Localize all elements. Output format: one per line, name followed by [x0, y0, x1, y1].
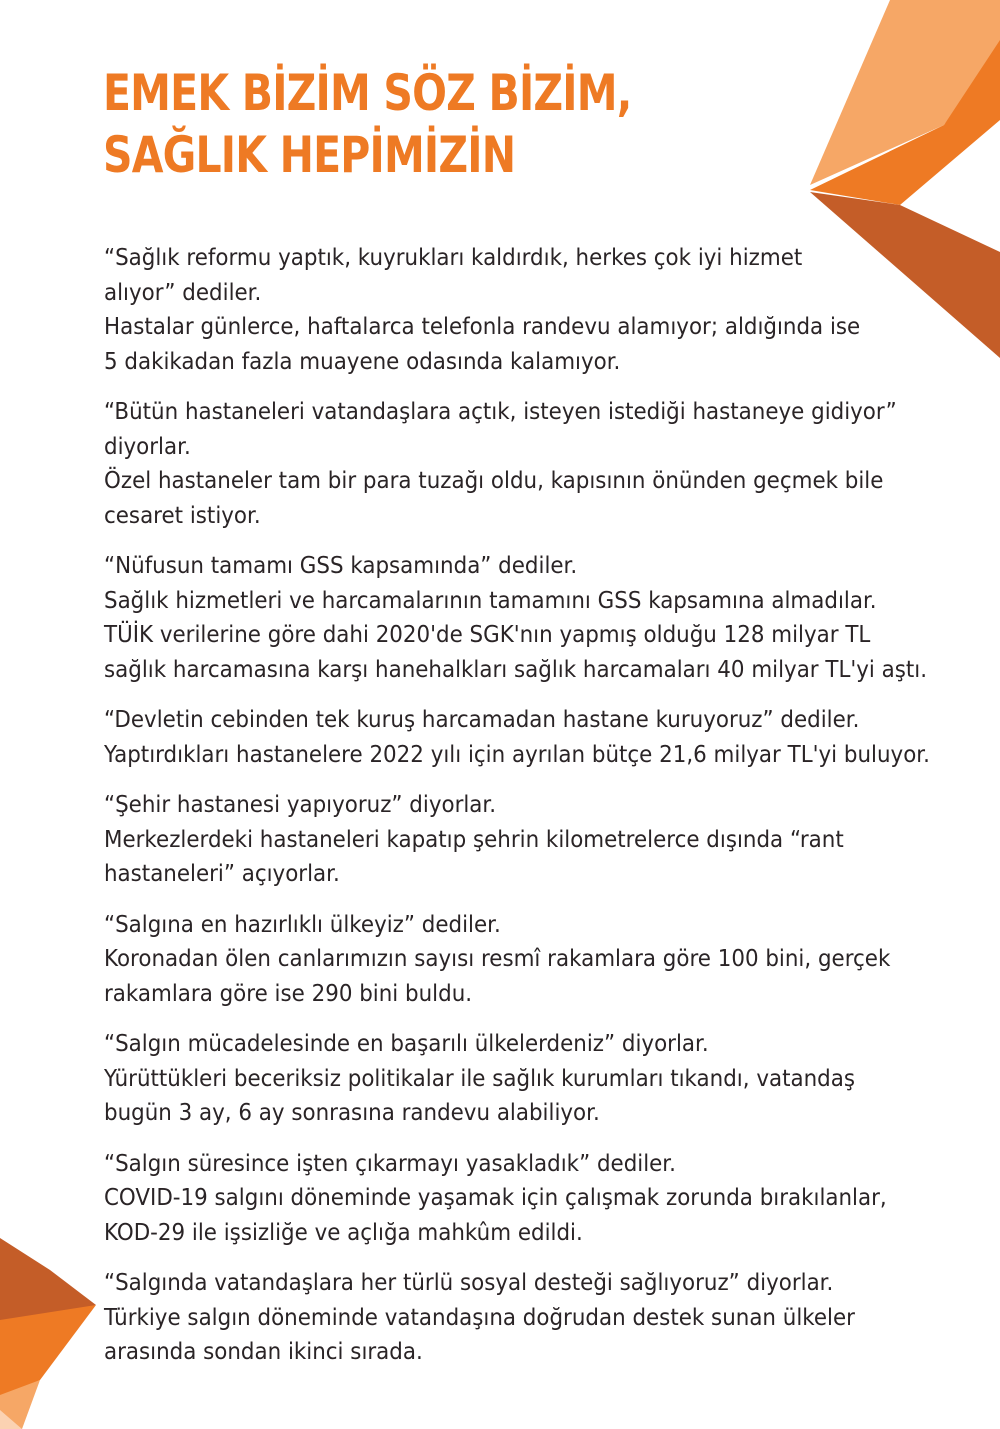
paragraph-line: alıyor” dediler.	[104, 279, 262, 306]
paragraph-line: rakamlara göre ise 290 bini buldu.	[104, 980, 473, 1007]
paragraph-line: Hastalar günlerce, haftalarca telefonla randevu alamıyor; aldığında ise	[104, 314, 861, 340]
paragraph	[104, 1147, 904, 1251]
paragraph-line: “Salgın süresince işten çıkarmayı yasakladık” dediler.	[104, 1150, 676, 1177]
paragraph-line: COVID-19 salgını döneminde yaşamak için çalışmak zorunda bırakılanlar,	[104, 1185, 887, 1211]
paragraph-line: bugün 3 ay, 6 ay sonrasına randevu alabiliyor.	[104, 1100, 600, 1126]
paragraph-line: sağlık harcamasına karşı hanehalkları sağlık harcamaları 40 milyar TL'yi aştı.	[104, 656, 928, 683]
page-title-line-2: SAĞLIK HEPİMİZİN	[103, 126, 516, 184]
paragraph-line: Yaptırdıkları hastanelere 2022 yılı için ayrılan bütçe 21,6 milyar TL'yi buluyor.	[104, 741, 930, 768]
paragraph-line: Türkiye salgın döneminde vatandaşına doğrudan destek sunan ülkeler	[104, 1304, 855, 1331]
paragraph-line: 5 dakikadan fazla muayene odasında kalamıyor.	[104, 348, 621, 375]
paragraph-line: hastaneleri” açıyorlar.	[104, 861, 340, 887]
page-title-line-1: EMEK BİZİM SÖZ BİZİM,	[103, 64, 632, 122]
paragraph	[104, 395, 904, 533]
paragraph-line: cesaret istiyor.	[104, 502, 261, 529]
paragraph	[104, 1027, 904, 1131]
paragraph-line: diyorlar.	[104, 433, 191, 460]
paragraph-line: Merkezlerdeki hastaneleri kapatıp şehrin kilometrelerce dışında “rant	[104, 826, 844, 853]
paragraph-line: Yürüttükleri beceriksiz politikalar ile sağlık kurumları tıkandı, vatandaş	[104, 1065, 855, 1092]
paragraph-line: “Devletin cebinden tek kuruş harcamadan hastane kuruyoruz” dediler.	[104, 707, 860, 733]
bottom-left-chevron-orange	[0, 1305, 96, 1400]
paragraph	[104, 908, 904, 1012]
paragraph-line: “Salgına en hazırlıklı ülkeyiz” dediler.	[104, 911, 501, 938]
paragraph-line: Koronadan ölen canlarımızın sayısı resmî rakamlara göre 100 bini, gerçek	[104, 946, 891, 972]
paragraph-line: arasında sondan ikinci sırada.	[104, 1339, 423, 1365]
paragraph-line: “Nüfusun tamamı GSS kapsamında” dediler.	[104, 553, 578, 579]
paragraph-line: “Sağlık reformu yaptık, kuyrukları kaldırdık, herkes çok iyi hizmet	[104, 245, 803, 271]
paragraph-line: Özel hastaneler tam bir para tuzağı oldu, kapısının önünden geçmek bile	[104, 468, 884, 494]
paragraph-line: KOD-29 ile işsizliğe ve açlığa mahkûm edildi.	[104, 1219, 583, 1246]
paragraph-line: “Salgın mücadelesinde en başarılı ülkelerdeniz” diyorlar.	[104, 1031, 709, 1057]
paragraph-line: “Şehir hastanesi yapıyoruz” diyorlar.	[104, 792, 497, 818]
paragraph	[104, 703, 930, 772]
body-text	[104, 241, 930, 1386]
paragraph	[104, 549, 928, 687]
paragraph-line: “Salgında vatandaşlara her türlü sosyal desteği sağlıyoruz” diyorlar.	[104, 1270, 834, 1296]
paragraph	[104, 1266, 904, 1370]
paragraph-line: “Bütün hastaneleri vatandaşlara açtık, isteyen istediği hastaneye gidiyor”	[104, 399, 897, 425]
paragraph-line: TÜİK verilerine göre dahi 2020'de SGK'nın yapmış olduğu 128 milyar TL	[104, 622, 871, 648]
paragraph	[104, 788, 904, 892]
page-title	[103, 62, 693, 186]
paragraph-line: Sağlık hizmetleri ve harcamalarının tamamını GSS kapsamına almadılar.	[104, 587, 877, 614]
paragraph	[104, 241, 904, 379]
